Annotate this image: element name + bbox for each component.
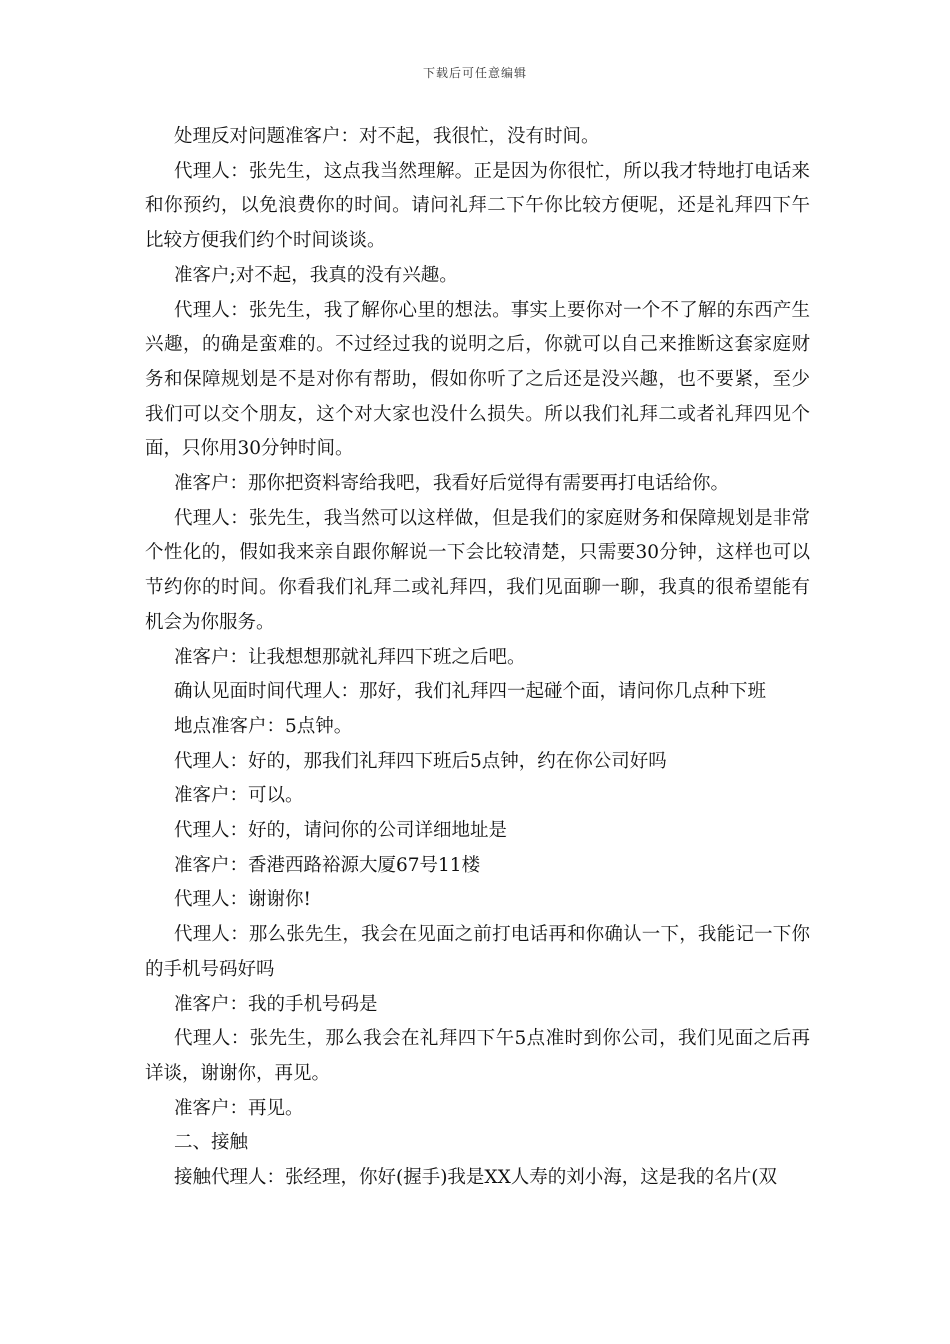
paragraph-16: 准客户：我的手机号码是 <box>174 993 378 1015</box>
page-header: 下载后可任意编辑 <box>422 66 527 80</box>
paragraph-9: 地点准客户：5点钟。 <box>174 715 353 737</box>
paragraph-3: 准客户;对不起，我真的没有兴趣。 <box>174 264 458 286</box>
paragraph-14: 代理人：谢谢你! <box>174 889 311 911</box>
paragraph-6: 代理人：张先生，我当然可以这样做，但是我们的家庭财务和保障规划是非常个性化的，假如我来亲自跟你解说一下会比较清楚，只需要30分钟，这样也可以节约你的时间。你看我们礼拜二或礼拜四，我们见面聊一聊，我真的很希望能有机会为你服务。 <box>145 507 810 633</box>
paragraph-2: 代理人：张先生，这点我当然理解。正是因为你很忙，所以我才特地打电话来和你预约，以免浪费你的时间。请问礼拜二下午你比较方便呢，还是礼拜四下午比较方便我们约个时间谈谈。 <box>145 160 810 252</box>
paragraph-12: 代理人：好的，请问你的公司详细地址是 <box>174 820 508 842</box>
paragraph-17: 代理人：张先生，那么我会在礼拜四下午5点准时到你公司，我们见面之后再详谈，谢谢你，再见。 <box>145 1028 810 1084</box>
document-body <box>145 120 810 1196</box>
paragraph-20: 接触代理人：张经理，你好(握手)我是XX人寿的刘小海，这是我的名片(双 <box>174 1167 777 1189</box>
paragraph-7: 准客户：让我想想那就礼拜四下班之后吧。 <box>174 646 526 668</box>
paragraph-10: 代理人：好的，那我们礼拜四下班后5点钟，约在你公司好吗 <box>174 750 667 772</box>
paragraph-8: 确认见面时间代理人：那好，我们礼拜四一起碰个面，请问你几点种下班 <box>174 681 767 703</box>
paragraph-18: 准客户：再见。 <box>174 1097 304 1119</box>
section-heading: 二、接触 <box>174 1132 249 1154</box>
paragraph-4: 代理人：张先生，我了解你心里的想法。事实上要你对一个不了解的东西产生兴趣，的确是蛮难的。不过经过我的说明之后，你就可以自己来推断这套家庭财务和保障规划是不是对你有帮助，假如你听了之后还是没兴趣，也不要紧，至少我们可以交个朋友，这个对大家也没什么损失。所以我们礼拜二或者礼拜四见个面，只你用30分钟时间。 <box>145 299 810 460</box>
paragraph-5: 准客户：那你把资料寄给我吧，我看好后觉得有需要再打电话给你。 <box>174 473 730 495</box>
paragraph-13: 准客户：香港西路裕源大厦67号11楼 <box>174 854 481 876</box>
paragraph-1: 处理反对问题准客户：对不起，我很忙，没有时间。 <box>174 126 600 147</box>
paragraph-15: 代理人：那么张先生，我会在见面之前打电话再和你确认一下，我能记一下你的手机号码好吗 <box>145 924 810 980</box>
paragraph-11: 准客户：可以。 <box>174 785 304 807</box>
